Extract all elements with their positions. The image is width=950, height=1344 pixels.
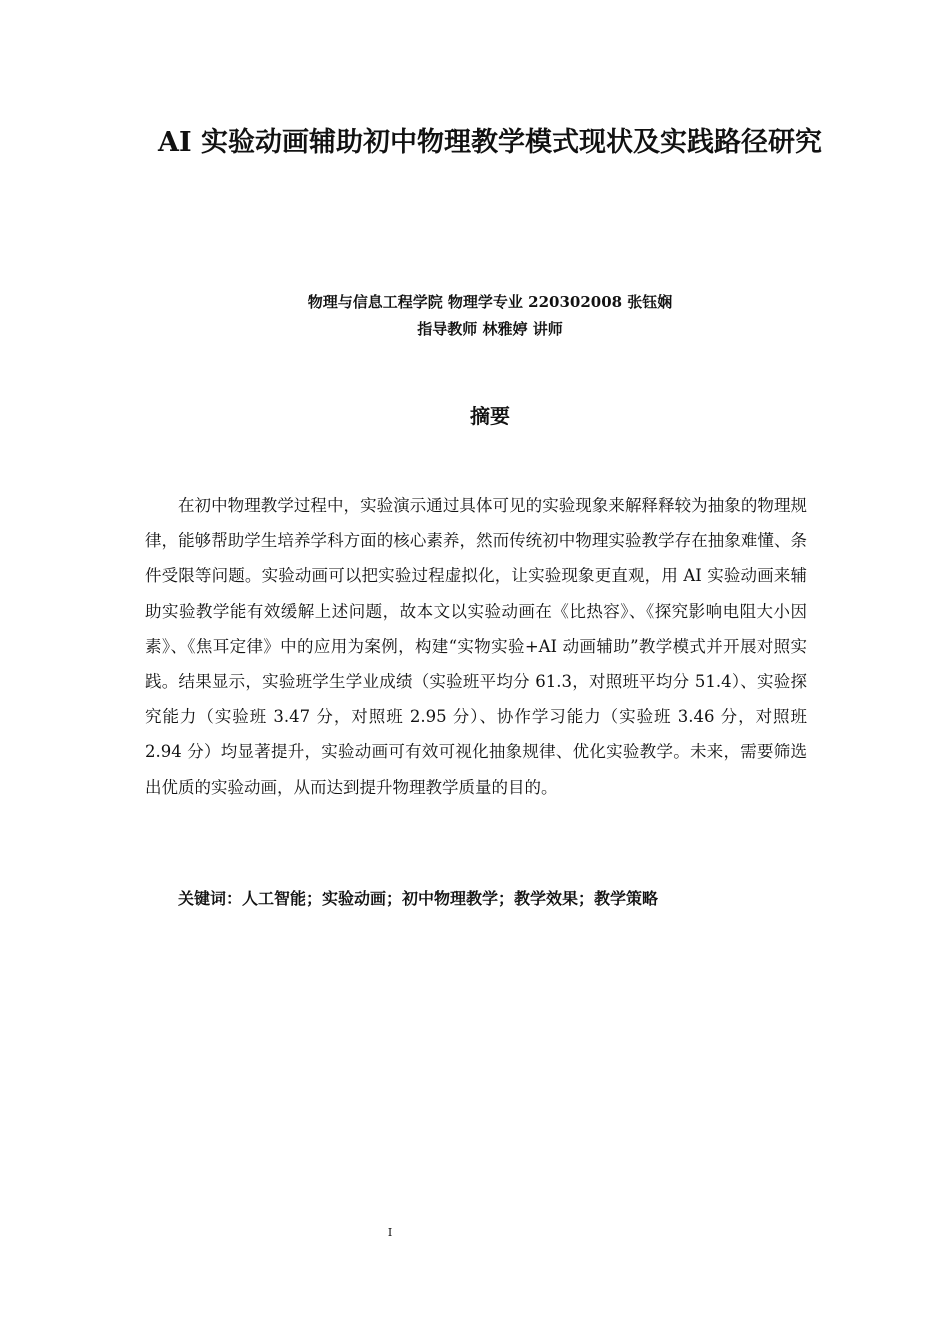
- abstract-heading: 摘要: [470, 404, 510, 428]
- keywords: 关键词：人工智能；实验动画；初中物理教学；教学效果；教学策略: [178, 889, 659, 908]
- abstract-body: 在初中物理教学过程中，实验演示通过具体可见的实验现象来解释释较为抽象的物理规律，能够帮助学生培养学科方面的核心素养，然而传统初中物理实验教学存在抽象难懂、条件受限等问题。实验动画可以把实验过程虚拟化，让实验现象更直观，用 AI 实验动画来辅助实验教学能有效缓解上述问题，故本文以实验动画在《比热容》、《探究影响电阻大小因素》、《焦耳定律》中的应用为案例，构建“实物实验+AI 动画辅助”教学模式并开展对照实践。结果显示，实验班学生学业成绩（实验班平均分 61.3，对照班平均分 51.4）、实验探究能力（实验班 3.47 分，对照班 2.95 分）、协作学习能力（实验班 3.46 分，对照班 2.94 分）均显著提升，实验动画可有效可视化抽象规律、优化实验教学。未来，需要筛选出优质的实验动画，从而达到提升物理教学质量的目的。: [145, 496, 807, 797]
- paper-title: AI 实验动画辅助初中物理教学模式现状及实践路径研究: [158, 127, 822, 158]
- advisor-info: 指导教师 林雅婷 讲师: [417, 320, 563, 338]
- author-info: 物理与信息工程学院 物理学专业 220302008 张钰娴: [307, 293, 673, 311]
- page-number: I: [387, 1226, 393, 1239]
